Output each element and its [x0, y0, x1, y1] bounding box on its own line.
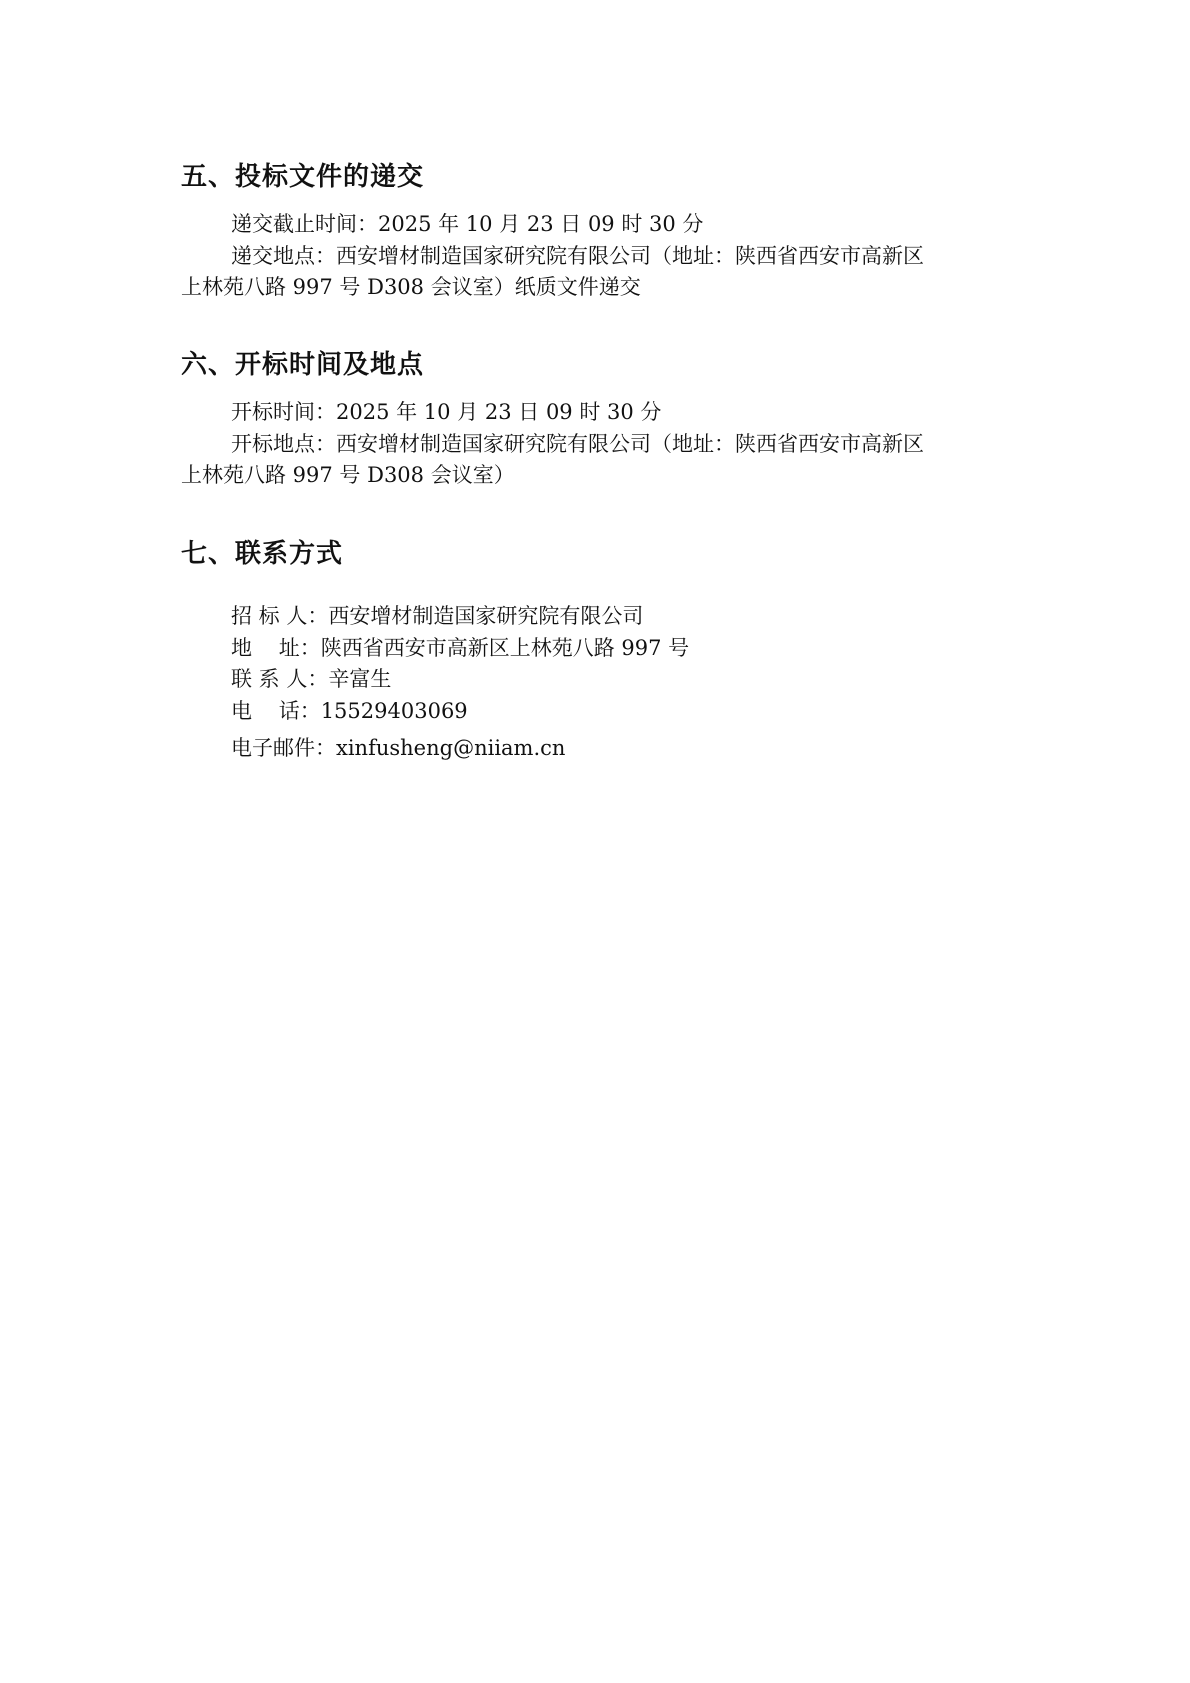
submission-location-line2: 上林苑八路 997 号 D308 会议室）纸质文件递交: [181, 275, 641, 299]
phone-line: 电 话：15529403069: [231, 699, 468, 723]
submission-deadline: 递交截止时间：2025 年 10 月 23 日 09 时 30 分: [231, 212, 704, 236]
opening-location-line1: 开标地点：西安增材制造国家研究院有限公司（地址：陕西省西安市高新区: [231, 432, 924, 456]
address-line: 地 址：陕西省西安市高新区上林苑八路 997 号: [231, 636, 690, 660]
opening-location-line2: 上林苑八路 997 号 D308 会议室）: [181, 463, 515, 487]
section7-heading: 七、联系方式: [181, 539, 344, 569]
tenderer-line: 招 标 人：西安增材制造国家研究院有限公司: [231, 604, 644, 628]
submission-location-line1: 递交地点：西安增材制造国家研究院有限公司（地址：陕西省西安市高新区: [231, 244, 924, 268]
opening-time: 开标时间：2025 年 10 月 23 日 09 时 30 分: [231, 400, 662, 424]
email-line: 电子邮件：xinfusheng@niiam.cn: [231, 736, 566, 760]
section5-heading: 五、投标文件的递交: [181, 162, 425, 192]
section6-heading: 六、开标时间及地点: [181, 350, 425, 380]
contact-person-line: 联 系 人：辛富生: [231, 667, 392, 691]
